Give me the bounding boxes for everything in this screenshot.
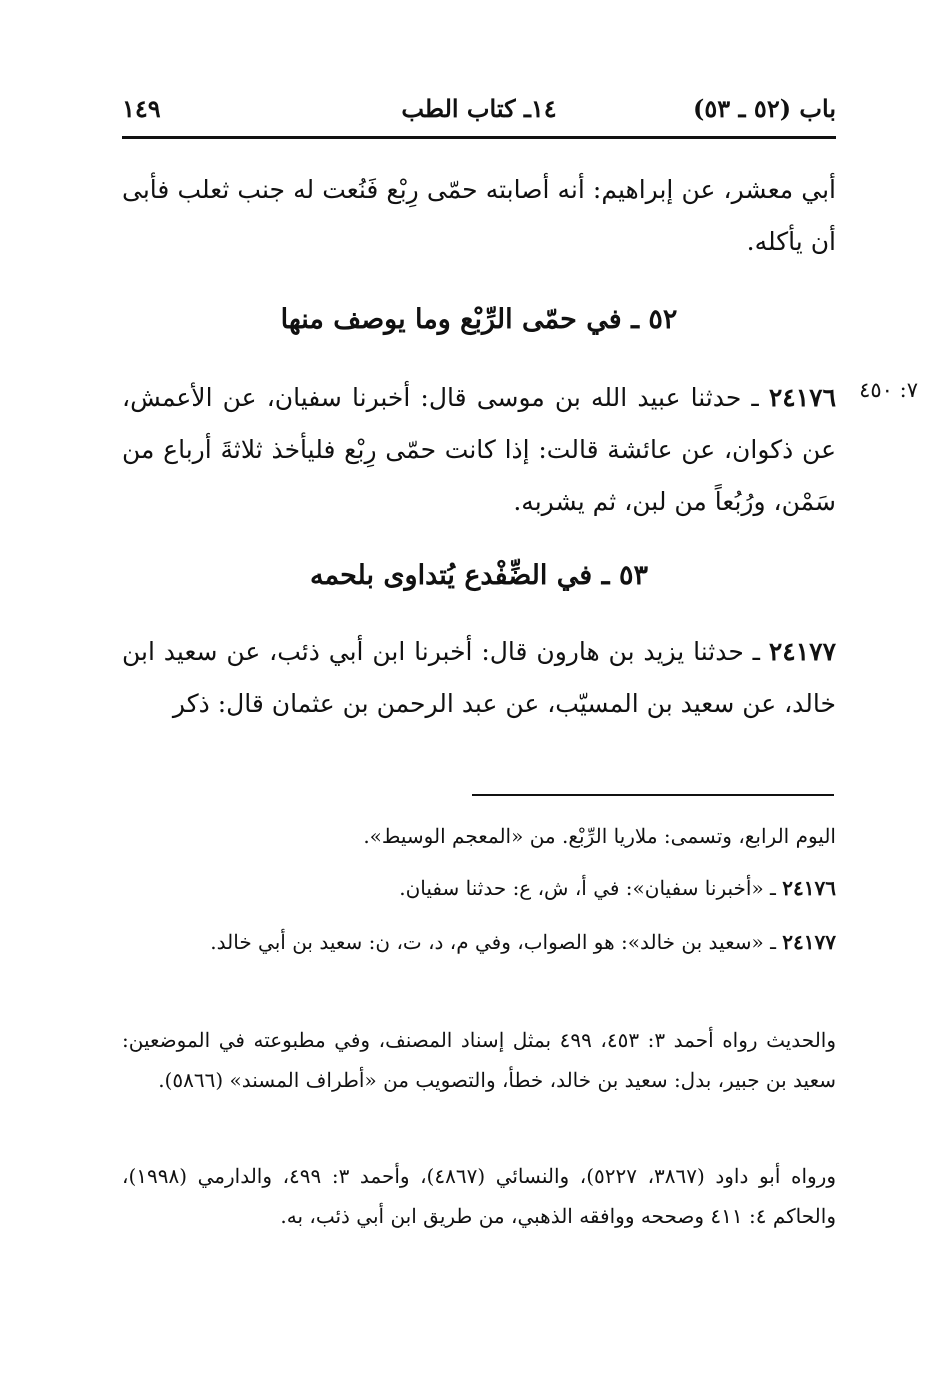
- footnote-24177: [122, 922, 836, 962]
- chapter-reference: باب (٥٢ ـ ٥٣): [693, 94, 836, 123]
- hadith-24176-paragraph: [122, 372, 836, 528]
- hadith-24177-paragraph: [122, 626, 836, 730]
- hadith-number: ٢٤١٧٧: [768, 637, 836, 666]
- book-title: ١٤ـ كتاب الطب: [401, 94, 557, 123]
- continuation-paragraph: [122, 164, 836, 268]
- footnote-text: ـ «سعيد بن خالد»: هو الصواب، وفي م، د، ت، ن: سعيد بن أبي خالد.: [210, 930, 783, 954]
- footnote-riwaya: ورواه أبو داود (٣٨٦٧، ٥٢٢٧)، والنسائي (٤٨٦٧)، وأحمد ٣: ٤٩٩، والدارمي (١٩٩٨)، والحاكم ٤: ٤١١ وصححه ووافقه الذهبي، من طريق ابن أبي ذئب، به.: [122, 1164, 836, 1228]
- header-divider: [122, 136, 836, 139]
- page-number: ١٤٩: [122, 94, 161, 123]
- footnote-hadith-source: والحديث رواه أحمد ٣: ٤٥٣، ٤٩٩ بمثل إسناد المصنف، وفي مطبوعته في الموضعين: سعيد بن جبير، بدل: سعيد بن خالد، خطأ، والتصويب من «أطراف المسند» (٥٨٦٦).: [122, 1028, 837, 1092]
- section-53-heading: ٥٣ ـ في الضِّفْدع يُتداوى بلحمه: [310, 560, 648, 591]
- hadith-text: ـ حدثنا عبيد الله بن موسى قال: أخبرنا سفيان، عن الأعمش، عن ذكوان، عن عائشة قالت: إذا كانت حمّى رِبْع فليأخذ ثلاثةَ أرباع من سَمْن، ورُبُعاً من لبن، ثم يشربه.: [122, 383, 836, 516]
- hadith-number: ٢٤١٧٦: [768, 383, 836, 412]
- footnote-continuation: اليوم الرابع، وتسمى: ملاريا الرِّبْع. من «المعجم الوسيط».: [363, 824, 836, 848]
- continuation-text: أبي معشر، عن إبراهيم: أنه أصابته حمّى رِبْع فَنُعت له جنب ثعلب فأبى أن يأكله.: [122, 175, 836, 256]
- running-header: [122, 88, 836, 128]
- footnote-text: ـ «أخبرنا سفيان»: في أ، ش، ع: حدثنا سفيان.: [399, 876, 783, 900]
- footnote-number: ٢٤١٧٧: [782, 930, 836, 954]
- hadith-text: ـ حدثنا يزيد بن هارون قال: أخبرنا ابن أبي ذئب، عن سعيد ابن خالد، عن سعيد بن المسيّب، عن عبد الرحمن بن عثمان قال: ذكر: [122, 637, 836, 718]
- footnote-number: ٢٤١٧٦: [782, 876, 836, 900]
- footnote-divider: [472, 794, 834, 796]
- margin-reference: ٧: ٤٥٠: [859, 378, 918, 402]
- section-52-heading: ٥٢ ـ في حمّى الرِّبْع وما يوصف منها: [280, 304, 678, 335]
- footnote-24176: [122, 868, 836, 908]
